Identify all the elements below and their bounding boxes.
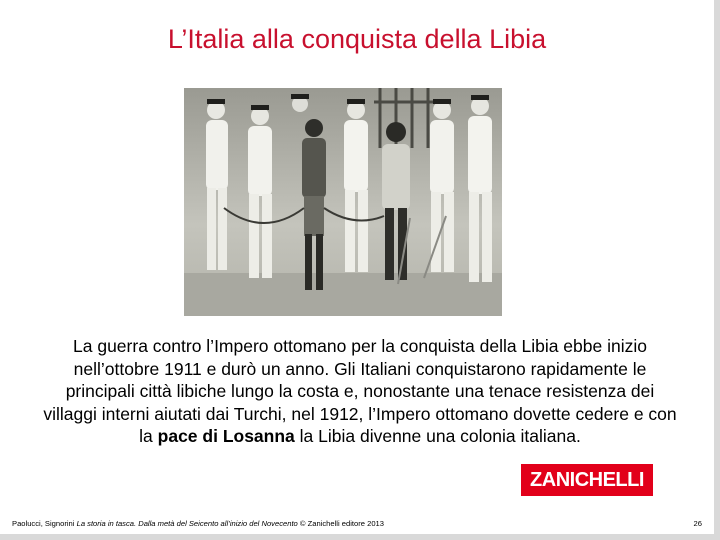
footer-book-title: La storia in tasca. Dalla metà del Seicento all’inizio del Novecento [76, 519, 298, 528]
body-text-part2: la Libia divenne una colonia italiana. [294, 426, 581, 446]
body-paragraph [40, 335, 680, 448]
page-number: 26 [693, 519, 702, 528]
body-text-bold: pace di Losanna [157, 426, 295, 446]
zanichelli-logo: ZANICHELLI [521, 464, 653, 496]
body-text-part1: La guerra contro l’Impero ottomano per la conquista della Libia ebbe inizio nell’ottobre 1911 e durò un anno. Gli Italiani conquistarono rapidamente le principali città libiche lungo la costa e, nonostante una tenace resistenza dei villaggi interni aiutati dai Turchi, nel 1912, l’Impero ottomano dovette cedere e con la [43, 336, 677, 446]
historical-photo [184, 88, 502, 316]
footer-credits [12, 519, 384, 528]
footer-authors: Paolucci, Signorini [12, 519, 77, 528]
footer-publisher: © Zanichelli editore 2013 [297, 519, 385, 528]
slide-title: L’Italia alla conquista della Libia [167, 24, 547, 54]
